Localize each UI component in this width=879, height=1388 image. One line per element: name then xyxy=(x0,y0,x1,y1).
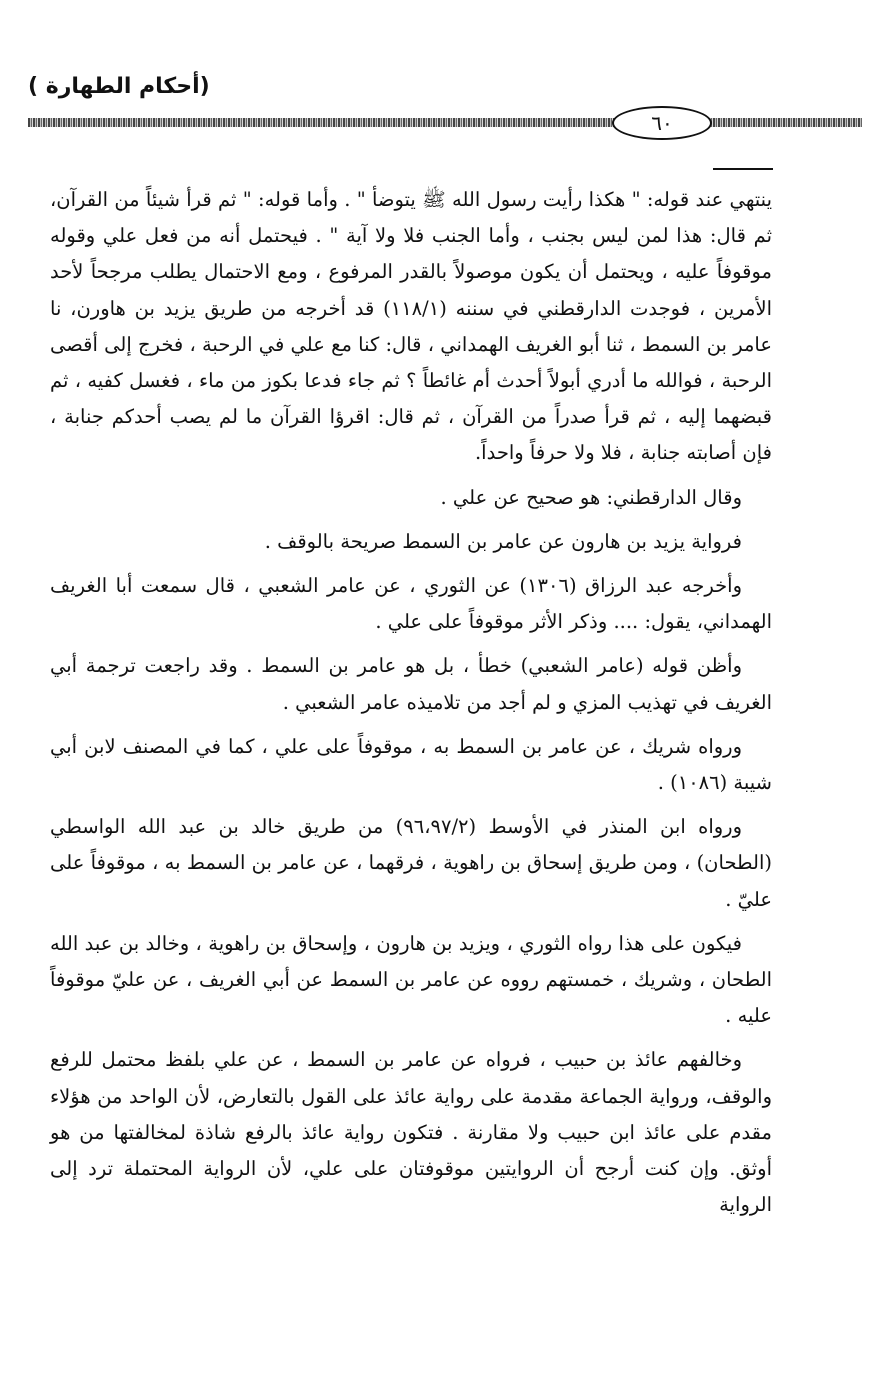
page-body xyxy=(50,182,772,1231)
footnote-separator xyxy=(713,168,773,170)
paragraph: ورواه ابن المنذر في الأوسط (٩٦،٩٧/٢) من طريق خالد بن عبد الله الواسطي (الطحان) ، ومن طريق إسحاق بن راهوية ، فرقهما ، عن عامر بن السمط به ، موقوفاً على عليّ . xyxy=(50,815,772,911)
paragraph: ورواه شريك ، عن عامر بن السمط به ، موقوفاً على علي ، كما في المصنف لابن أبي شيبة (١٠٨٦) . xyxy=(50,734,772,795)
paragraph: فرواية يزيد بن هارون عن عامر بن السمط صريحة بالوقف . xyxy=(264,529,742,553)
paragraph: وخالفهم عائذ بن حبيب ، فرواه عن عامر بن السمط ، عن علي بلفظ محتمل للرفع والوقف، ورواية الجماعة مقدمة على رواية عائذ على القول بالتعارض، لأن الواحد من هؤلاء مقدم على عائذ ابن حبيب ولا مقارنة . فتكون رواية عائذ بالرفع شاذة لمخالفتها من هو أوثق. وإن كنت أرجح أن الروايتين موقوفتان على علي، لأن الرواية المحتملة ترد إلى الرواية xyxy=(50,1048,772,1217)
paragraph: وأخرجه عبد الرزاق (١٣٠٦) عن الثوري ، عن عامر الشعبي ، قال سمعت أبا الغريف الهمداني، يقول: .... وذكر الأثر موقوفاً على علي . xyxy=(50,574,772,634)
book-title: (أحكام الطهارة ) xyxy=(28,74,210,99)
header-rule xyxy=(28,118,862,127)
paragraph: فيكون على هذا رواه الثوري ، ويزيد بن هارون ، وإسحاق بن راهوية ، وخالد بن عبد الله الطحان ، وشريك ، خمستهم رووه عن عامر بن السمط عن أبي الغريف ، عن عليّ موقوفاً عليه . xyxy=(50,931,772,1028)
paragraph: وقال الدارقطني: هو صحيح عن علي . xyxy=(440,485,742,509)
paragraph: ينتهي عند قوله: " هكذا رأيت رسول الله ﷺ يتوضأ " . وأما قوله: " ثم قرأ شيئاً من القرآن، ثم قال: هذا لمن ليس بجنب ، وأما الجنب فلا ولا آية " . فيحتمل أنه من فعل علي وقوله موقوفاً عليه ، ويحتمل أن يكون موصولاً بالقدر المرفوع ، ومع الاحتمال يطلب مرجحاً لأحد الأمرين ، فوجدت الدارقطني في سننه (١١٨/١) قد أخرجه من طريق يزيد بن هاورن، نا عامر بن السمط ، ثنا أبو الغريف الهمداني ، قال: كنا مع علي في الرحبة ، فخرج إلى أقصى الرحبة ، فوالله ما أدري أبولاً أحدث أم غائطاً ؟ ثم جاء فدعا بكوز من ماء ، فغسل كفيه ، ثم قبضهما إليه ، ثم قرأ صدراً من القرآن ، ثم قال: اقرؤا القرآن ما لم يصب أحدكم جنابة ، فإن أصابته جنابة ، فلا ولا حرفاً واحداً. xyxy=(50,188,772,465)
paragraph: وأظن قوله (عامر الشعبي) خطأ ، بل هو عامر بن السمط . وقد راجعت ترجمة أبي الغريف في تهذيب المزي و لم أجد من تلاميذه عامر الشعبي . xyxy=(50,654,772,714)
page-number: ٦٠ xyxy=(612,106,712,140)
